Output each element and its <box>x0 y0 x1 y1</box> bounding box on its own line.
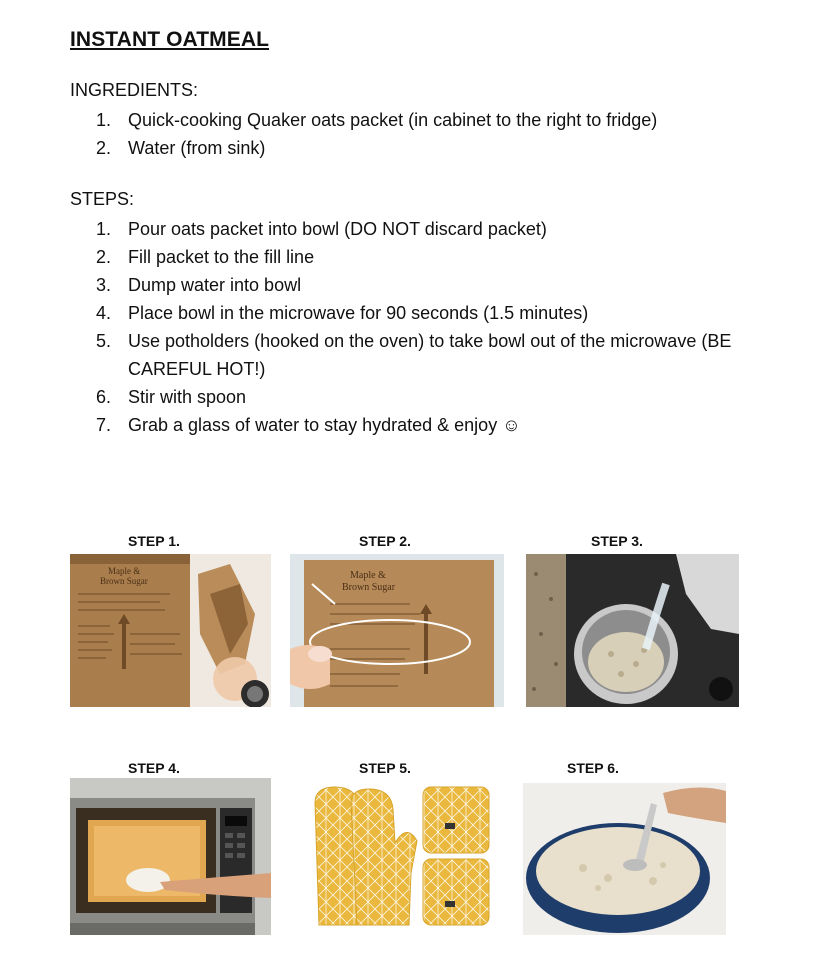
list-item: 5. Use potholders (hooked on the oven) to take bowl out of the microwave (BE CAREFUL HOT!) <box>96 331 732 379</box>
step-6-photo <box>523 783 726 935</box>
step-6-label: STEP 6. <box>567 760 619 776</box>
step-4-label: STEP 4. <box>128 760 180 776</box>
step-5-photo <box>305 783 494 935</box>
ingredients-list <box>96 106 657 162</box>
step-2-label: STEP 2. <box>359 533 411 549</box>
list-item: 6. Stir with spoon <box>96 387 247 407</box>
list-item: 3. Dump water into bowl <box>96 275 302 295</box>
step-1-label: STEP 1. <box>128 533 180 549</box>
ingredients-heading: INGREDIENTS: <box>70 80 199 100</box>
svg-text:Brown Sugar: Brown Sugar <box>342 582 396 593</box>
svg-text:Maple &: Maple & <box>350 570 386 581</box>
step-1-photo <box>70 554 271 707</box>
step-4-photo <box>70 778 271 935</box>
steps-list <box>96 215 796 439</box>
list-item: 2. Fill packet to the fill line <box>96 247 315 267</box>
list-item: 1. Pour oats packet into bowl (DO NOT discard packet) <box>96 219 547 239</box>
list-item: 1. Quick-cooking Quaker oats packet (in cabinet to the right to fridge) <box>96 110 658 130</box>
list-item: 7. Grab a glass of water to stay hydrated & enjoy ☺ <box>96 415 521 435</box>
step-3-photo <box>526 554 739 707</box>
svg-text:Maple &: Maple & <box>108 566 141 576</box>
step-5-label: STEP 5. <box>359 760 411 776</box>
svg-text:Brown Sugar: Brown Sugar <box>100 576 148 586</box>
list-item: 4. Place bowl in the microwave for 90 seconds (1.5 minutes) <box>96 303 589 323</box>
document-title: INSTANT OATMEAL <box>70 28 270 51</box>
step-3-label: STEP 3. <box>591 533 643 549</box>
steps-heading: STEPS: <box>70 189 135 209</box>
step-2-photo <box>290 554 504 707</box>
list-item: 2. Water (from sink) <box>96 138 266 158</box>
